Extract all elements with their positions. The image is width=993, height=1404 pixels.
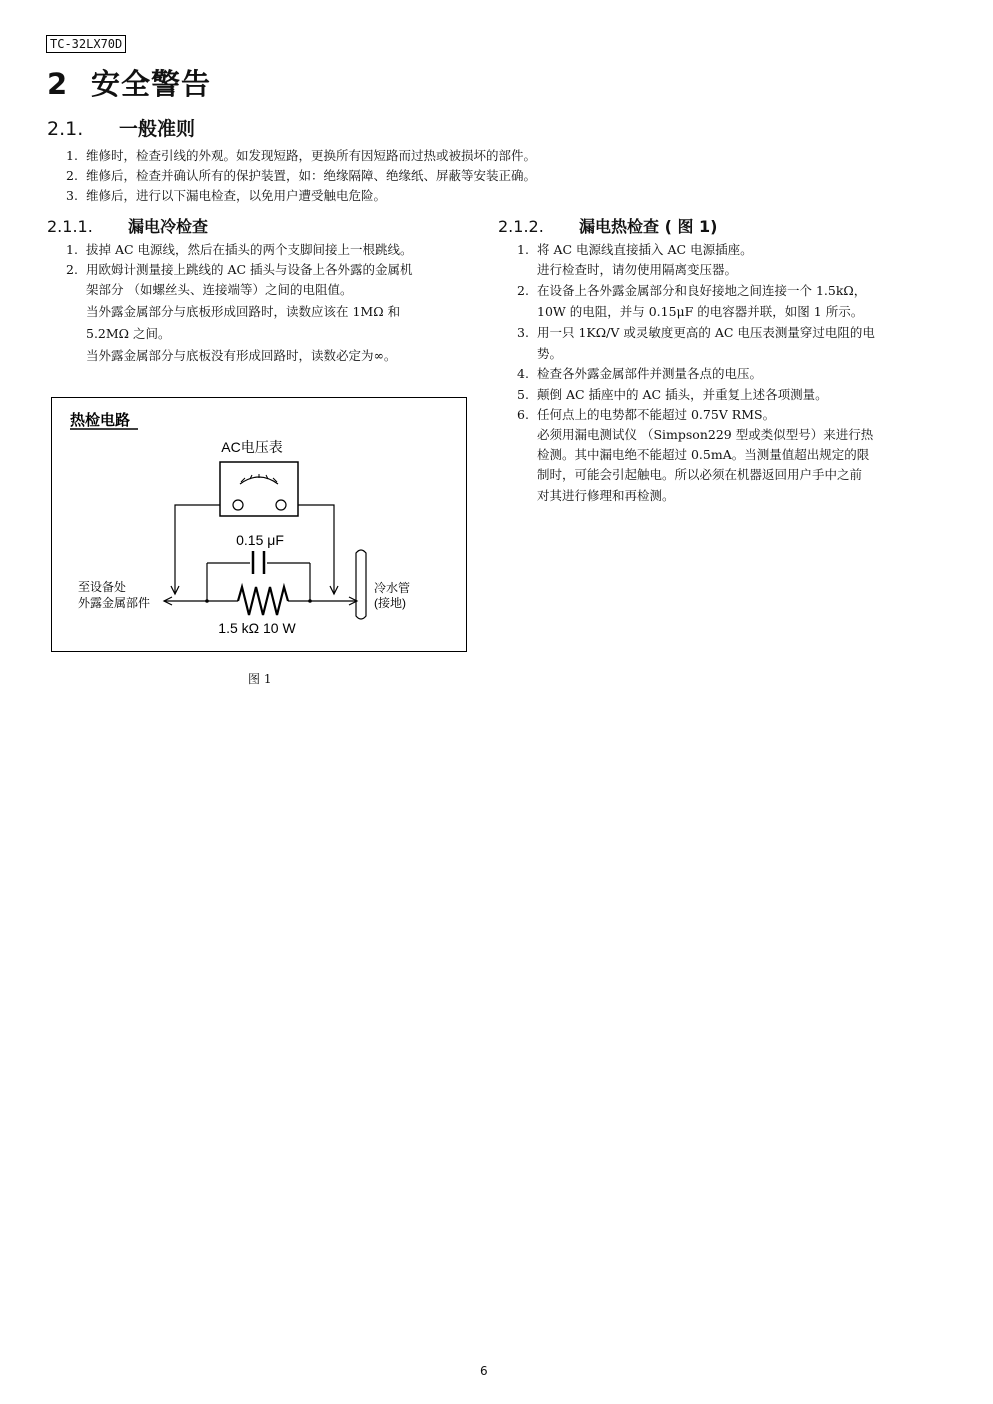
list-item: 1. 将 AC 电源线直接插入 AC 电源插座。 进行检查时，请勿使用隔离变压器。: [517, 242, 753, 278]
meter-terminal-left: [233, 500, 243, 510]
ac-voltmeter: [220, 462, 298, 516]
page-number: 6: [480, 1364, 488, 1378]
list-item: 2. 维修后，检查并确认所有的保护装置，如：绝缘隔障、绝缘纸、屏蔽等安装正确。: [66, 168, 537, 184]
junction-dot: [205, 599, 209, 603]
meter-ticks-icon: [241, 474, 277, 482]
junction-dot: [308, 599, 312, 603]
subsection-title: 一般准则: [119, 118, 196, 140]
cold-check-number: 2.1.1.: [47, 217, 93, 236]
section-heading: [47, 64, 211, 104]
equipment-label-1: 至设备处: [78, 580, 127, 594]
equipment-label-2: 外露金属部件: [78, 596, 151, 610]
list-item: 5. 颠倒 AC 插座中的 AC 插头，并重复上述各项测量。: [517, 386, 828, 402]
meter-scale-icon: [240, 477, 278, 484]
resistor-symbol: [238, 587, 288, 615]
ground-label-1: 冷水管: [374, 581, 411, 595]
list-item: 1. 拔掉 AC 电源线，然后在插头的两个支脚间接上一根跳线。: [66, 242, 413, 257]
meter-terminal-right: [276, 500, 286, 510]
figure-title: 热检电路: [70, 412, 131, 429]
circuit-diagram: [52, 398, 465, 650]
list-item: 6. 任何点上的电势都不能超过 0.75V RMS。 必须用漏电测试仪 （Simpson229 型或类似型号）来进行热 检测。其中漏电绝不能超过 0.5mA。当测量值超出规定的限 制时，可能会引起触电。所以必须在机器返回用户手中之前 对其进行修理和再检测。: [517, 406, 874, 503]
model-number: TC-32LX70D: [46, 35, 126, 53]
wire-meter-right: [298, 505, 334, 594]
capacitor-label: 0.15 μF: [236, 532, 284, 548]
wire-meter-left: [175, 505, 220, 594]
cold-check-title: 漏电冷检查: [128, 217, 209, 236]
water-pipe-icon: [356, 550, 366, 619]
subsection-heading: [47, 115, 195, 143]
list-item: 2. 在设备上各外露金属部分和良好接地之间连接一个 1.5kΩ， 10W 的电阻，并与 0.15μF 的电容器并联，如图 1 所示。: [517, 283, 867, 320]
ground-label-2: (接地): [374, 596, 406, 610]
resistor-label: 1.5 kΩ 10 W: [218, 620, 296, 636]
list-item: 1. 维修时，检查引线的外观。如发现短路，更换所有因短路而过热或被损坏的部件。: [66, 148, 537, 163]
hot-check-number: 2.1.2.: [498, 217, 544, 236]
cold-check-list: [66, 240, 486, 367]
section-number: 2: [47, 67, 69, 101]
hot-check-heading: [498, 216, 717, 238]
meter-label: AC电压表: [221, 439, 283, 455]
list-item: 3. 维修后，进行以下漏电检查，以免用户遭受触电危险。: [66, 188, 387, 204]
list-item: 2. 用欧姆计测量接上跳线的 AC 插头与设备上各外露的金属机 架部分 （如螺丝头、连接端等）之间的电阻值。 当外露金属部分与底板形成回路时，读数应该在 1MΩ 和 5.2MΩ 之间。 当外露金属部分与底板没有形成回路时，读数必定为∞。: [66, 262, 413, 363]
list-item: 3. 用一只 1KΩ/V 或灵敏度更高的 AC 电压表测量穿过电阻的电 势。: [517, 325, 875, 362]
figure-caption: 图 1: [248, 672, 272, 686]
cold-check-heading: [47, 216, 208, 238]
hot-check-list: [517, 240, 947, 506]
subsection-number: 2.1.: [47, 118, 84, 140]
hot-check-title: 漏电热检查 ( 图 1): [579, 217, 718, 236]
section-title: 安全警告: [91, 67, 212, 101]
general-rules-list: [66, 146, 946, 207]
list-item: 4. 检查各外露金属部件并测量各点的电压。: [517, 366, 763, 382]
hot-check-circuit-figure: [51, 397, 467, 652]
